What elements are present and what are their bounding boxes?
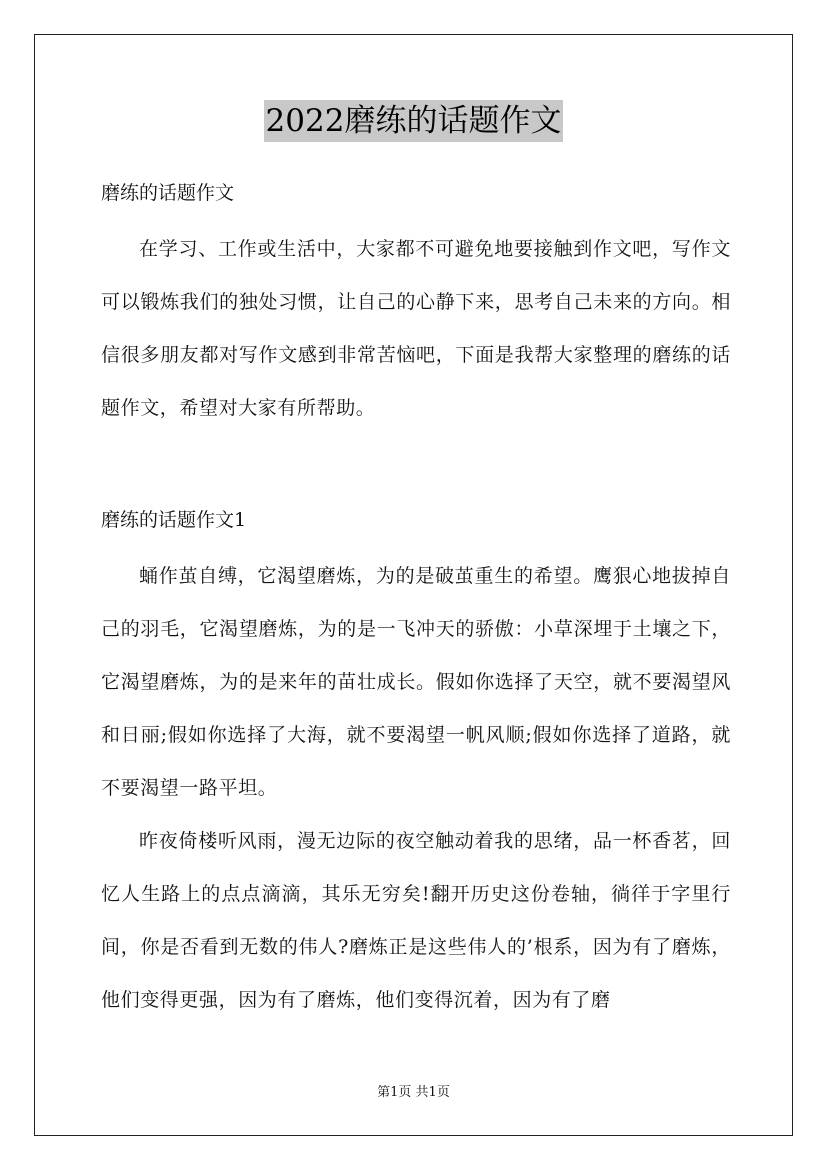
section-heading: 磨练的话题作文1 [101, 509, 247, 531]
title-container [0, 100, 827, 142]
paragraph: 在学习、工作或生活中，大家都不可避免地要接触到作文吧，写作文可以锻炼我们的独处习惯，让自己的心静下来，思考自己未来的方向。相信很多朋友都对写作文感到非常苦恼吧，下面是我帮大家整理的磨练的话题作文，希望对大家有所帮助。 [101, 238, 731, 419]
document-body [101, 168, 731, 1027]
paragraph: 昨夜倚楼听风雨，漫无边际的夜空触动着我的思绪，品一杯香茗，回忆人生路上的点点滴滴，其乐无穷矣!翻开历史这份卷轴，徜徉于字里行间，你是否看到无数的伟人?磨炼正是这些伟人的’根系，因为有了磨炼，他们变得更强，因为有了磨炼，他们变得沉着，因为有了磨 [101, 830, 731, 1011]
section-heading: 磨练的话题作文 [101, 182, 235, 204]
page-footer: 第1页 共1页 [377, 1085, 450, 1100]
paragraph: 蛹作茧自缚，它渴望磨炼，为的是破茧重生的希望。鹰狠心地拔掉自己的羽毛，它渴望磨炼，为的是一飞冲天的骄傲：小草深埋于土壤之下，它渴望磨炼，为的是来年的苗壮成长。假如你选择了天空，就不要渴望风和日丽;假如你选择了大海，就不要渴望一帆风顺;假如你选择了道路，就不要渴望一路平坦。 [101, 565, 731, 799]
document-title: 2022磨练的话题作文 [264, 100, 564, 142]
